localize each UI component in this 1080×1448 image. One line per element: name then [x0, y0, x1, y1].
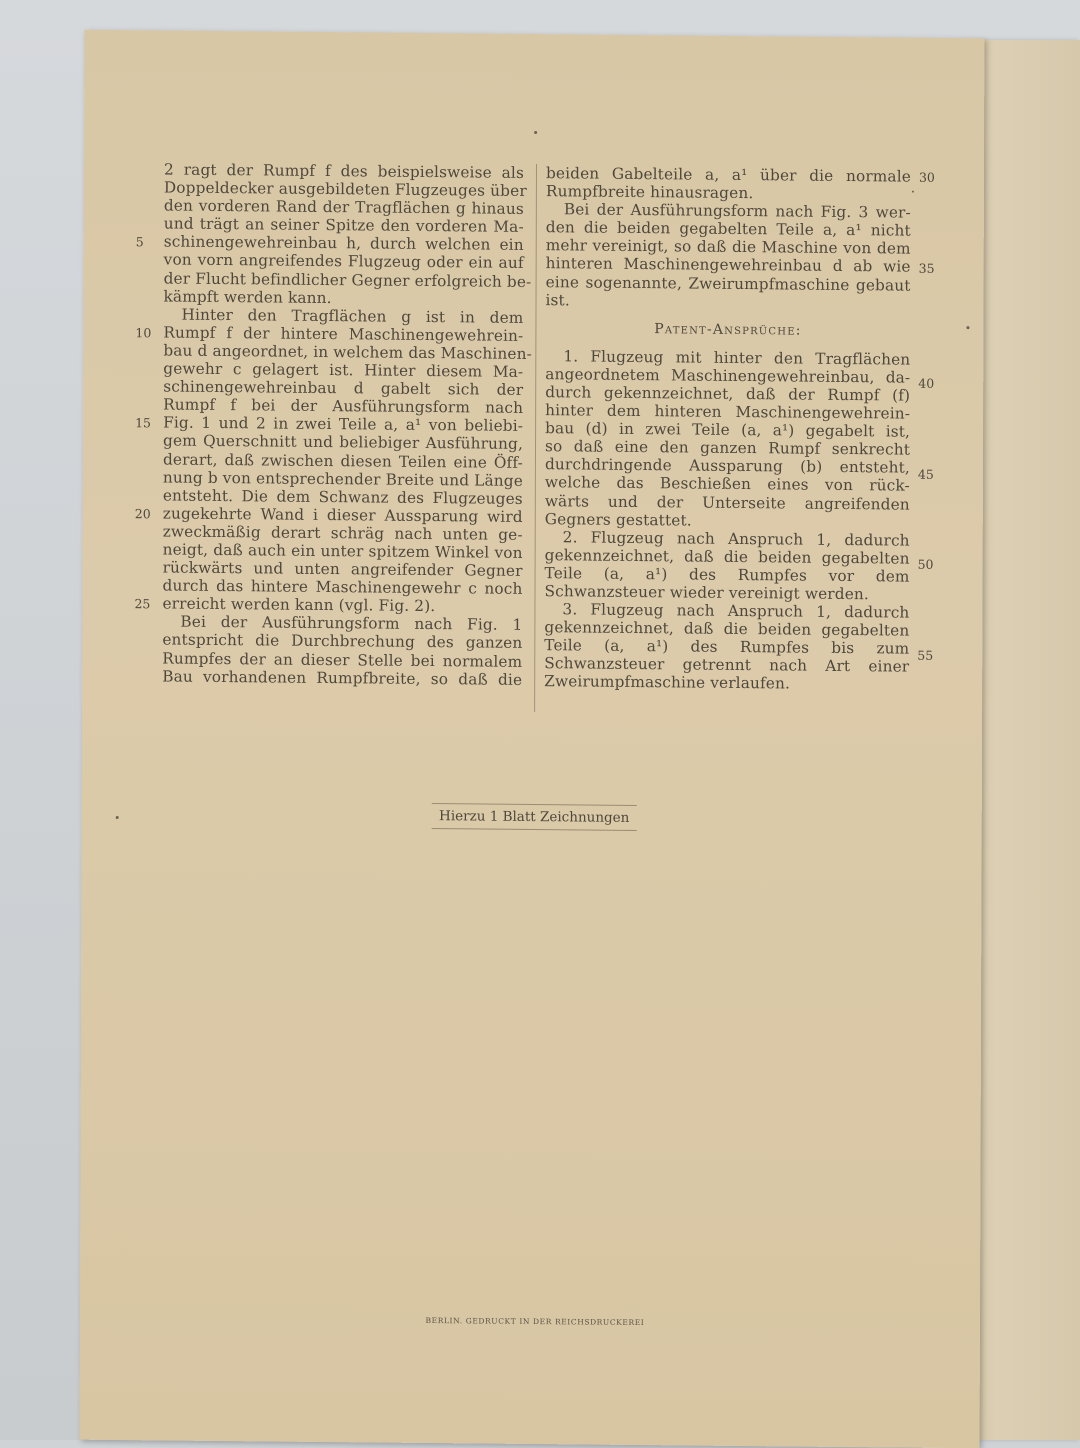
text-line: neigt, daß auch ein unter spitzem Winkel von	[162, 540, 523, 562]
line-number: 5	[135, 234, 144, 250]
text-line: schinengewehreinbau d gabelt sich der	[163, 377, 524, 400]
claim-text-line: 2. Flugzeug nach Anspruch 1, dadurch	[562, 527, 910, 550]
line-number: 45	[917, 466, 934, 482]
text-line: beiden Gabelteile a, a¹ über die normale	[545, 164, 912, 186]
line-number: 20	[134, 506, 151, 522]
printer-imprint: BERLIN. GEDRUCKT IN DER REICHSDRUCKEREI	[425, 1315, 645, 1328]
claim-text-line: 1. Flugzeug mit hinter den Tragflächen	[563, 347, 911, 369]
text-line: Hinter den Tragflächen g ist in dem	[181, 305, 524, 327]
text-line: Fig. 1 und 2 in zwei Teile a, a¹ von beliebi-	[163, 413, 524, 436]
text-line: Doppeldecker ausgebildeten Flugzeuges über	[163, 178, 527, 201]
claim-text-line: wärts und der Unterseite angreifenden	[544, 491, 910, 514]
text-line: mehr vereinigt, so daß die Maschine von dem	[545, 236, 911, 259]
text-line: kämpft werden kann.	[163, 287, 332, 307]
line-number: 40	[918, 376, 935, 392]
claim-text-line: Gegners gestattet.	[544, 509, 692, 530]
column-divider	[534, 164, 537, 712]
paper-speck	[912, 191, 914, 193]
claim-text-line: welche das Beschießen eines von rück-	[544, 473, 910, 496]
text-line: gewehr c gelagert ist. Hinter diesem Ma-	[163, 359, 524, 381]
claim-text-line: Teile (a, a¹) des Rumpfes vor dem	[544, 563, 910, 586]
claim-text-line: gekennzeichnet, daß die beiden gegabelten	[544, 545, 910, 568]
text-line: derart, daß zwischen diesen Teilen eine Öff-	[162, 449, 523, 472]
line-number: 10	[135, 325, 152, 341]
text-line: und trägt an seiner Spitze den vorderen Ma-	[163, 214, 524, 237]
claim-text-line: Schwanzsteuer wieder vereinigt werden.	[544, 582, 869, 604]
drawings-reference-note: Hierzu 1 Blatt Zeichnungen	[432, 803, 637, 831]
text-line: hinteren Maschinengewehreinbau d ab wie	[545, 254, 911, 277]
text-line: zweckmäßig derart schräg nach unten ge-	[162, 522, 523, 544]
text-line: entsteht. Die dem Schwanz des Flugzeuges	[162, 486, 523, 508]
text-line: nung b von entsprechender Breite und Länge	[162, 468, 523, 490]
claim-text-line: gekennzeichnet, daß die beiden gegabelten	[544, 618, 910, 640]
claims-heading: Patent-Ansprüche:	[654, 320, 802, 339]
text-line: zugekehrte Wand i dieser Aussparung wird	[162, 504, 523, 526]
claim-text-line: Teile (a, a¹) des Rumpfes bis zum	[544, 636, 910, 658]
text-line: rückwärts und unten angreifender Gegner	[162, 558, 523, 580]
text-line: Rumpf f der hintere Maschinengewehrein-	[163, 323, 524, 345]
text-line: Bei der Ausführungsform nach Fig. 3 wer-	[563, 200, 911, 222]
text-line: den die beiden gegabelten Teile a, a¹ nicht	[545, 218, 911, 240]
paper-speck	[966, 326, 969, 329]
text-line: 2 ragt der Rumpf f des beispielsweise als	[163, 160, 525, 182]
claim-text-line: durch gekennzeichnet, daß der Rumpf (f)	[545, 383, 911, 405]
text-line: bau d angeordnet, in welchem das Maschinen-	[163, 341, 533, 363]
document-page	[80, 30, 985, 1448]
claim-text-line: so daß eine den ganzen Rumpf senkrecht	[544, 437, 911, 459]
claim-text-line: Schwanzsteuer getrennt nach Art einer	[544, 654, 910, 676]
paper-speck	[534, 131, 537, 134]
claim-text-line: durchdringende Aussparung (b) entsteht,	[544, 455, 910, 477]
claim-text-line: angeordnetem Maschinengewehreinbau, da-	[545, 364, 911, 387]
text-line: gem Querschnitt und beliebiger Ausführung,	[162, 431, 524, 454]
claim-text-line: Zweirumpfmaschine verlaufen.	[544, 672, 791, 693]
line-number: 50	[917, 557, 934, 573]
text-line: durch das hintere Maschinengewehr c noch	[162, 576, 523, 599]
text-line: Rumpfes der an dieser Stelle bei normalem	[162, 648, 523, 671]
left-text-column	[162, 160, 533, 689]
line-number: 25	[134, 596, 151, 612]
line-number: 15	[135, 415, 152, 431]
line-number: 35	[918, 260, 935, 276]
text-line: erreicht werden kann (vgl. Fig. 2).	[162, 594, 436, 616]
line-number: 55	[917, 647, 934, 663]
claim-text-line: hinter dem hinteren Maschinengewehrein-	[545, 401, 911, 423]
paper-speck	[116, 816, 119, 819]
text-line: Bei der Ausführungsform nach Fig. 1	[180, 612, 523, 635]
text-line: schinengewehreinbau h, durch welchen ein	[163, 232, 524, 255]
text-line: ist.	[545, 290, 570, 310]
text-line: der Flucht befindlicher Gegner erfolgreich be-	[163, 269, 532, 291]
text-line: entspricht die Durchbrechung des ganzen	[162, 630, 523, 653]
line-number: 30	[918, 169, 935, 185]
right-text-column	[544, 164, 911, 694]
text-line: von vorn angreifendes Flugzeug oder ein auf	[163, 250, 524, 273]
text-line: Bau vorhandenen Rumpfbreite, so daß die	[162, 667, 523, 689]
text-line: den vorderen Rand der Tragflächen g hinaus	[163, 196, 524, 219]
text-line: Rumpfbreite hinausragen.	[545, 182, 754, 203]
claim-text-line: bau (d) in zwei Teile (a, a¹) gegabelt ist,	[545, 419, 911, 441]
text-line: Rumpf f bei der Ausführungsform nach	[163, 395, 524, 418]
claim-text-line: 3. Flugzeug nach Anspruch 1, dadurch	[562, 600, 910, 622]
text-line: eine sogenannte‚ Zweirumpfmaschine gebaut	[545, 272, 911, 295]
